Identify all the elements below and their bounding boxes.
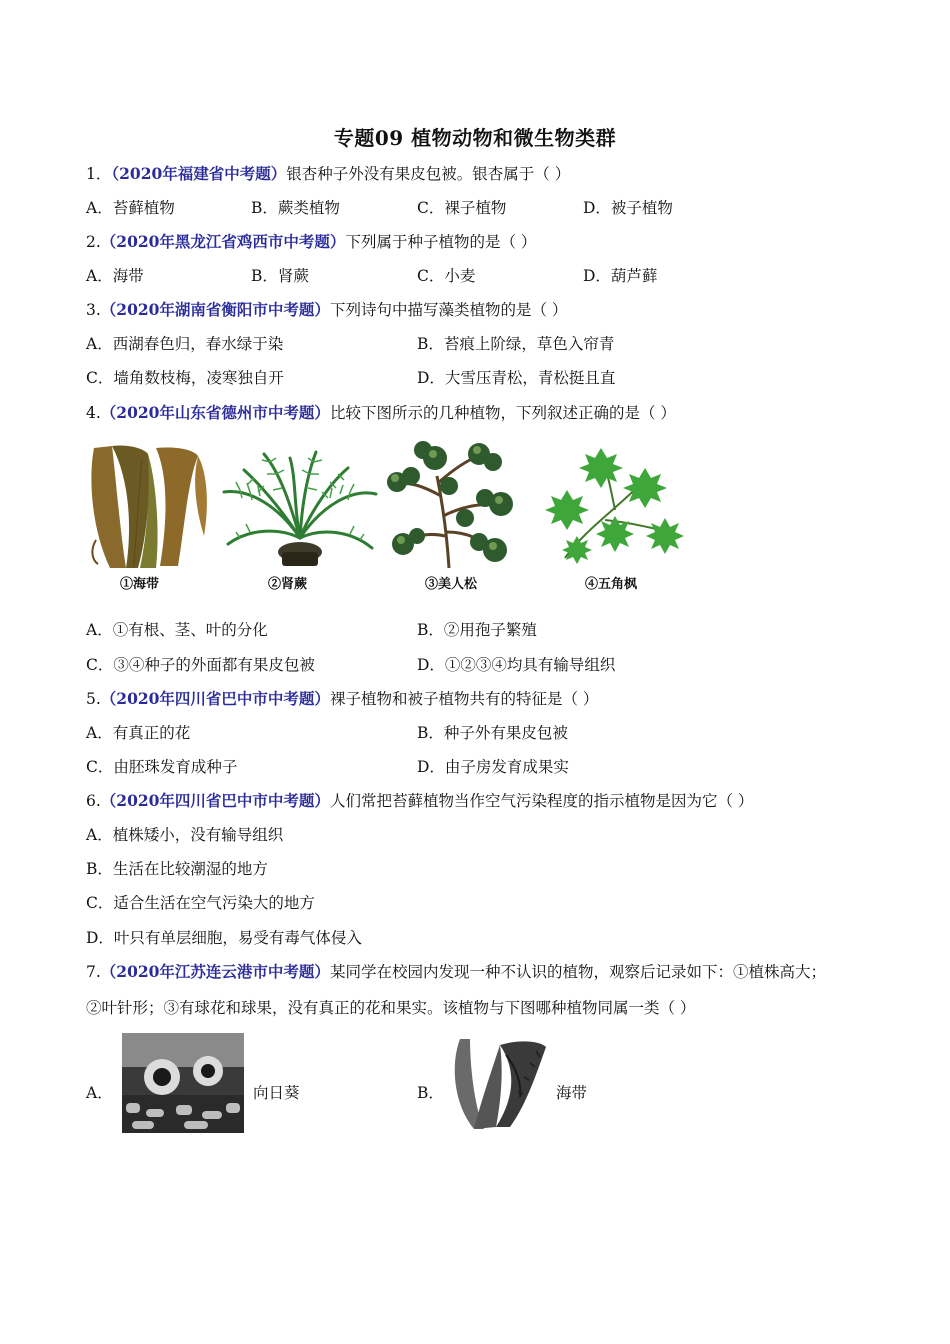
image-caption: ①海带 [120, 577, 160, 592]
question-stem: 银杏种子外没有果皮包被。银杏属于（ ） [286, 165, 571, 183]
option-a: A．①有根、茎、叶的分化 [86, 621, 268, 639]
question-stem: 人们常把苔藓植物当作空气污染程度的指示植物是因为它（ ） [329, 792, 754, 810]
question-7-continued: ②叶针形；③有球花和球果，没有真正的花和果实。该植物与下图哪种植物同属一类（ ） [86, 999, 696, 1017]
question-source: （2020年湖南省衡阳市中考题） [100, 300, 330, 319]
question-number: 4. [86, 404, 101, 422]
option-b: B．②用孢子繁殖 [417, 621, 537, 639]
question-6 [86, 791, 753, 811]
question-number: 5. [86, 690, 101, 708]
kelp-image [440, 1035, 550, 1131]
option-a: A．西湖春色归，春水绿于染 [86, 335, 284, 353]
question-stem: 下列属于种子植物的是（ ） [345, 233, 537, 251]
question-source: （2020年四川省巴中市中考题） [100, 689, 330, 708]
option-b: B． [417, 1084, 444, 1102]
image-label: 海带 [556, 1084, 588, 1102]
option-d: D．葫芦藓 [583, 267, 658, 285]
question-7 [86, 962, 826, 982]
question-3 [86, 300, 567, 320]
option-c: C．由胚珠发育成种子 [86, 758, 238, 776]
question-number: 3. [86, 301, 101, 319]
question-source: （2020年山东省德州市中考题） [100, 403, 330, 422]
option-b: B．苔痕上阶绿，草色入帘青 [417, 335, 615, 353]
option-b: B．蕨类植物 [251, 199, 340, 217]
fern-image [220, 448, 380, 570]
option-c: C．③④种子的外面都有果皮包被 [86, 656, 315, 674]
question-4 [86, 403, 676, 423]
question-stem: 下列诗句中描写藻类植物的是（ ） [329, 301, 568, 319]
option-d: D．被子植物 [583, 199, 673, 217]
image-caption: ④五角枫 [585, 577, 638, 592]
option-d: D．大雪压青松，青松挺且直 [417, 369, 616, 387]
kelp-image [86, 440, 214, 570]
question-5 [86, 689, 598, 709]
sunflower-image [122, 1033, 244, 1133]
question-1 [86, 164, 570, 184]
question-source: （2020年江苏连云港市中考题） [100, 962, 330, 981]
question-number: 6. [86, 792, 101, 810]
option-a: A．植株矮小，没有输导组织 [86, 826, 284, 844]
image-caption: ②肾蕨 [268, 577, 308, 592]
option-b: B．种子外有果皮包被 [417, 724, 568, 742]
option-c: C．适合生活在空气污染大的地方 [86, 894, 315, 912]
image-caption: ③美人松 [425, 577, 478, 592]
question-number: 2. [86, 233, 101, 251]
option-d: D．①②③④均具有输导组织 [417, 656, 616, 674]
question-number: 1． [86, 165, 112, 183]
question-source: （2020年四川省巴中市中考题） [100, 791, 330, 810]
question-source: （2020年黑龙江省鸡西市中考题） [100, 232, 346, 251]
option-d: D．由子房发育成果实 [417, 758, 569, 776]
option-c: C．小麦 [417, 267, 476, 285]
option-b: B．肾蕨 [251, 267, 309, 285]
question-stem: 比较下图所示的几种植物，下列叙述正确的是（ ） [329, 404, 676, 422]
pine-image [383, 436, 523, 570]
option-b: B．生活在比较潮湿的地方 [86, 860, 268, 878]
question-stem: 某同学在校园内发现一种不认识的植物，观察后记录如下：①植株高大； [329, 963, 826, 981]
option-a: A．有真正的花 [86, 724, 191, 742]
image-label: 向日葵 [253, 1084, 300, 1102]
option-a: A． [86, 1084, 113, 1102]
option-a: A．苔藓植物 [86, 199, 175, 217]
option-d: D．叶只有单层细胞，易受有毒气体侵入 [86, 929, 362, 947]
question-source: （2020年福建省中考题） [111, 164, 287, 183]
page-title: 专题09 植物动物和微生物类群 [333, 126, 617, 150]
option-a: A．海带 [86, 267, 144, 285]
maple-image [545, 440, 685, 564]
option-c: C．墙角数枝梅，凌寒独自开 [86, 369, 284, 387]
question-number: 7. [86, 963, 101, 981]
question-stem: 裸子植物和被子植物共有的特征是（ ） [329, 690, 599, 708]
question-2 [86, 232, 536, 252]
option-c: C．裸子植物 [417, 199, 507, 217]
